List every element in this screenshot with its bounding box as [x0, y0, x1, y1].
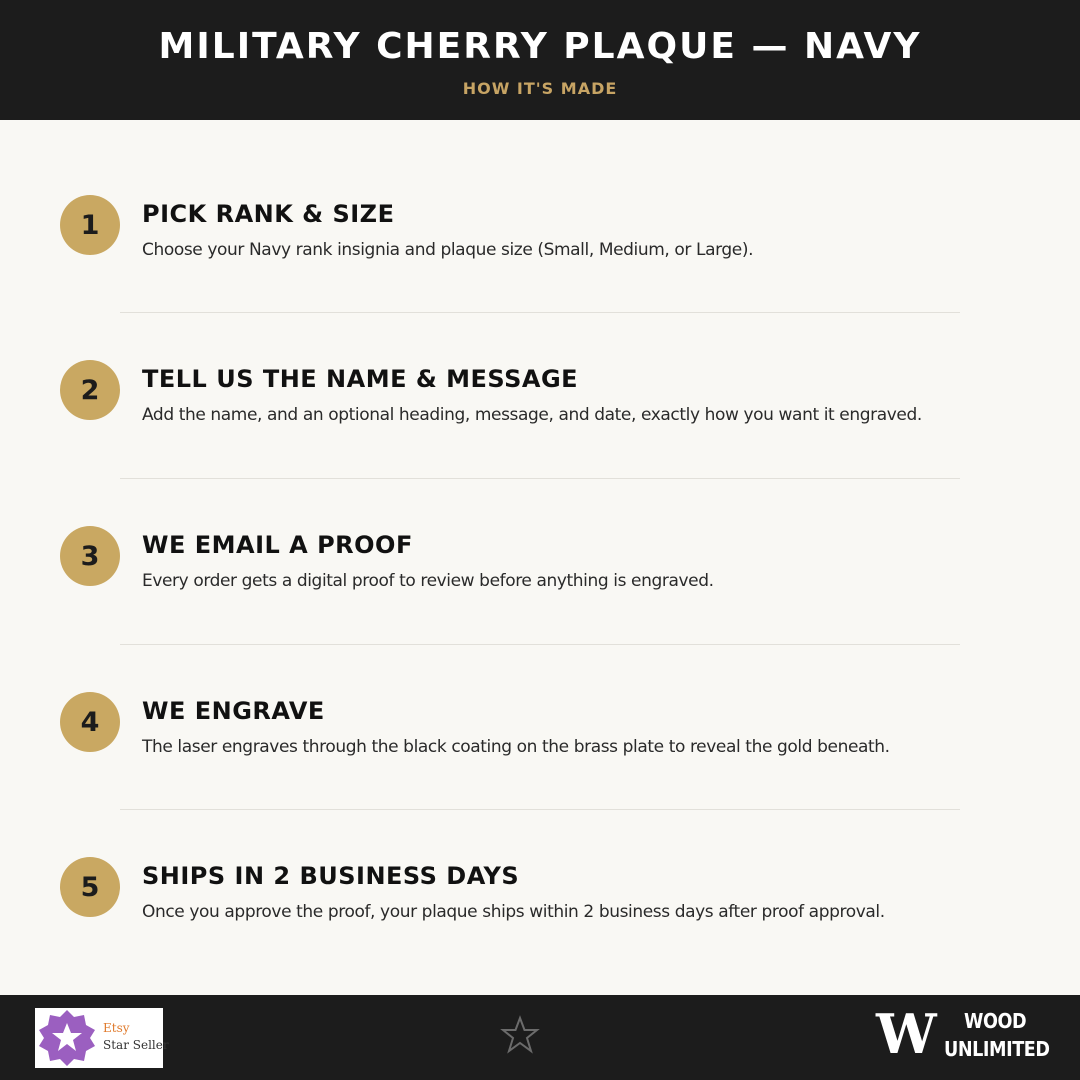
- step-title: PICK RANK & SIZE: [142, 200, 395, 228]
- step-description: Add the name, and an optional heading, message, and date, exactly how you want it engraved.: [142, 405, 922, 425]
- step-description: Choose your Navy rank insignia and plaque size (Small, Medium, or Large).: [142, 240, 754, 260]
- step-divider: [120, 312, 960, 313]
- step-title: TELL US THE NAME & MESSAGE: [142, 365, 579, 393]
- page-title: MILITARY CHERRY PLAQUE — NAVY: [158, 26, 922, 67]
- badge-star-seller-label: Star Seller: [103, 1038, 169, 1052]
- step-description: The laser engraves through the black coating on the brass plate to reveal the gold beneath.: [142, 737, 890, 757]
- step-number-badge: 1: [60, 195, 120, 255]
- step-number-badge: 4: [60, 692, 120, 752]
- star-seller-badge-icon: [37, 1010, 97, 1066]
- step-title: WE EMAIL A PROOF: [142, 531, 413, 559]
- footer-bar: [0, 995, 1080, 1080]
- step-2: [60, 360, 1020, 490]
- step-description: Every order gets a digital proof to review before anything is engraved.: [142, 571, 714, 591]
- step-1: [60, 195, 1020, 325]
- logo-mark: W: [876, 1002, 937, 1066]
- step-divider: [120, 644, 960, 645]
- step-divider: [120, 809, 960, 810]
- step-number-badge: 2: [60, 360, 120, 420]
- star-outline-icon: [500, 1015, 540, 1055]
- page-subtitle: HOW IT'S MADE: [462, 79, 618, 98]
- step-4: [60, 692, 1020, 822]
- step-number-badge: 5: [60, 857, 120, 917]
- step-description: Once you approve the proof, your plaque ships within 2 business days after proof approval.: [142, 902, 885, 922]
- step-5: [60, 857, 1020, 987]
- step-number-badge: 3: [60, 526, 120, 586]
- logo-unlimited-text: UNLIMITED: [944, 1037, 1050, 1061]
- step-divider: [120, 478, 960, 479]
- logo-wood-text: WOOD: [964, 1009, 1027, 1033]
- step-title: WE ENGRAVE: [142, 697, 325, 725]
- header-bar: [0, 0, 1080, 120]
- step-3: [60, 526, 1020, 656]
- wood-unlimited-logo: [876, 1002, 1056, 1069]
- step-title: SHIPS IN 2 BUSINESS DAYS: [142, 862, 520, 890]
- star-seller-badge: [35, 1008, 169, 1068]
- badge-etsy-label: Etsy: [103, 1021, 130, 1035]
